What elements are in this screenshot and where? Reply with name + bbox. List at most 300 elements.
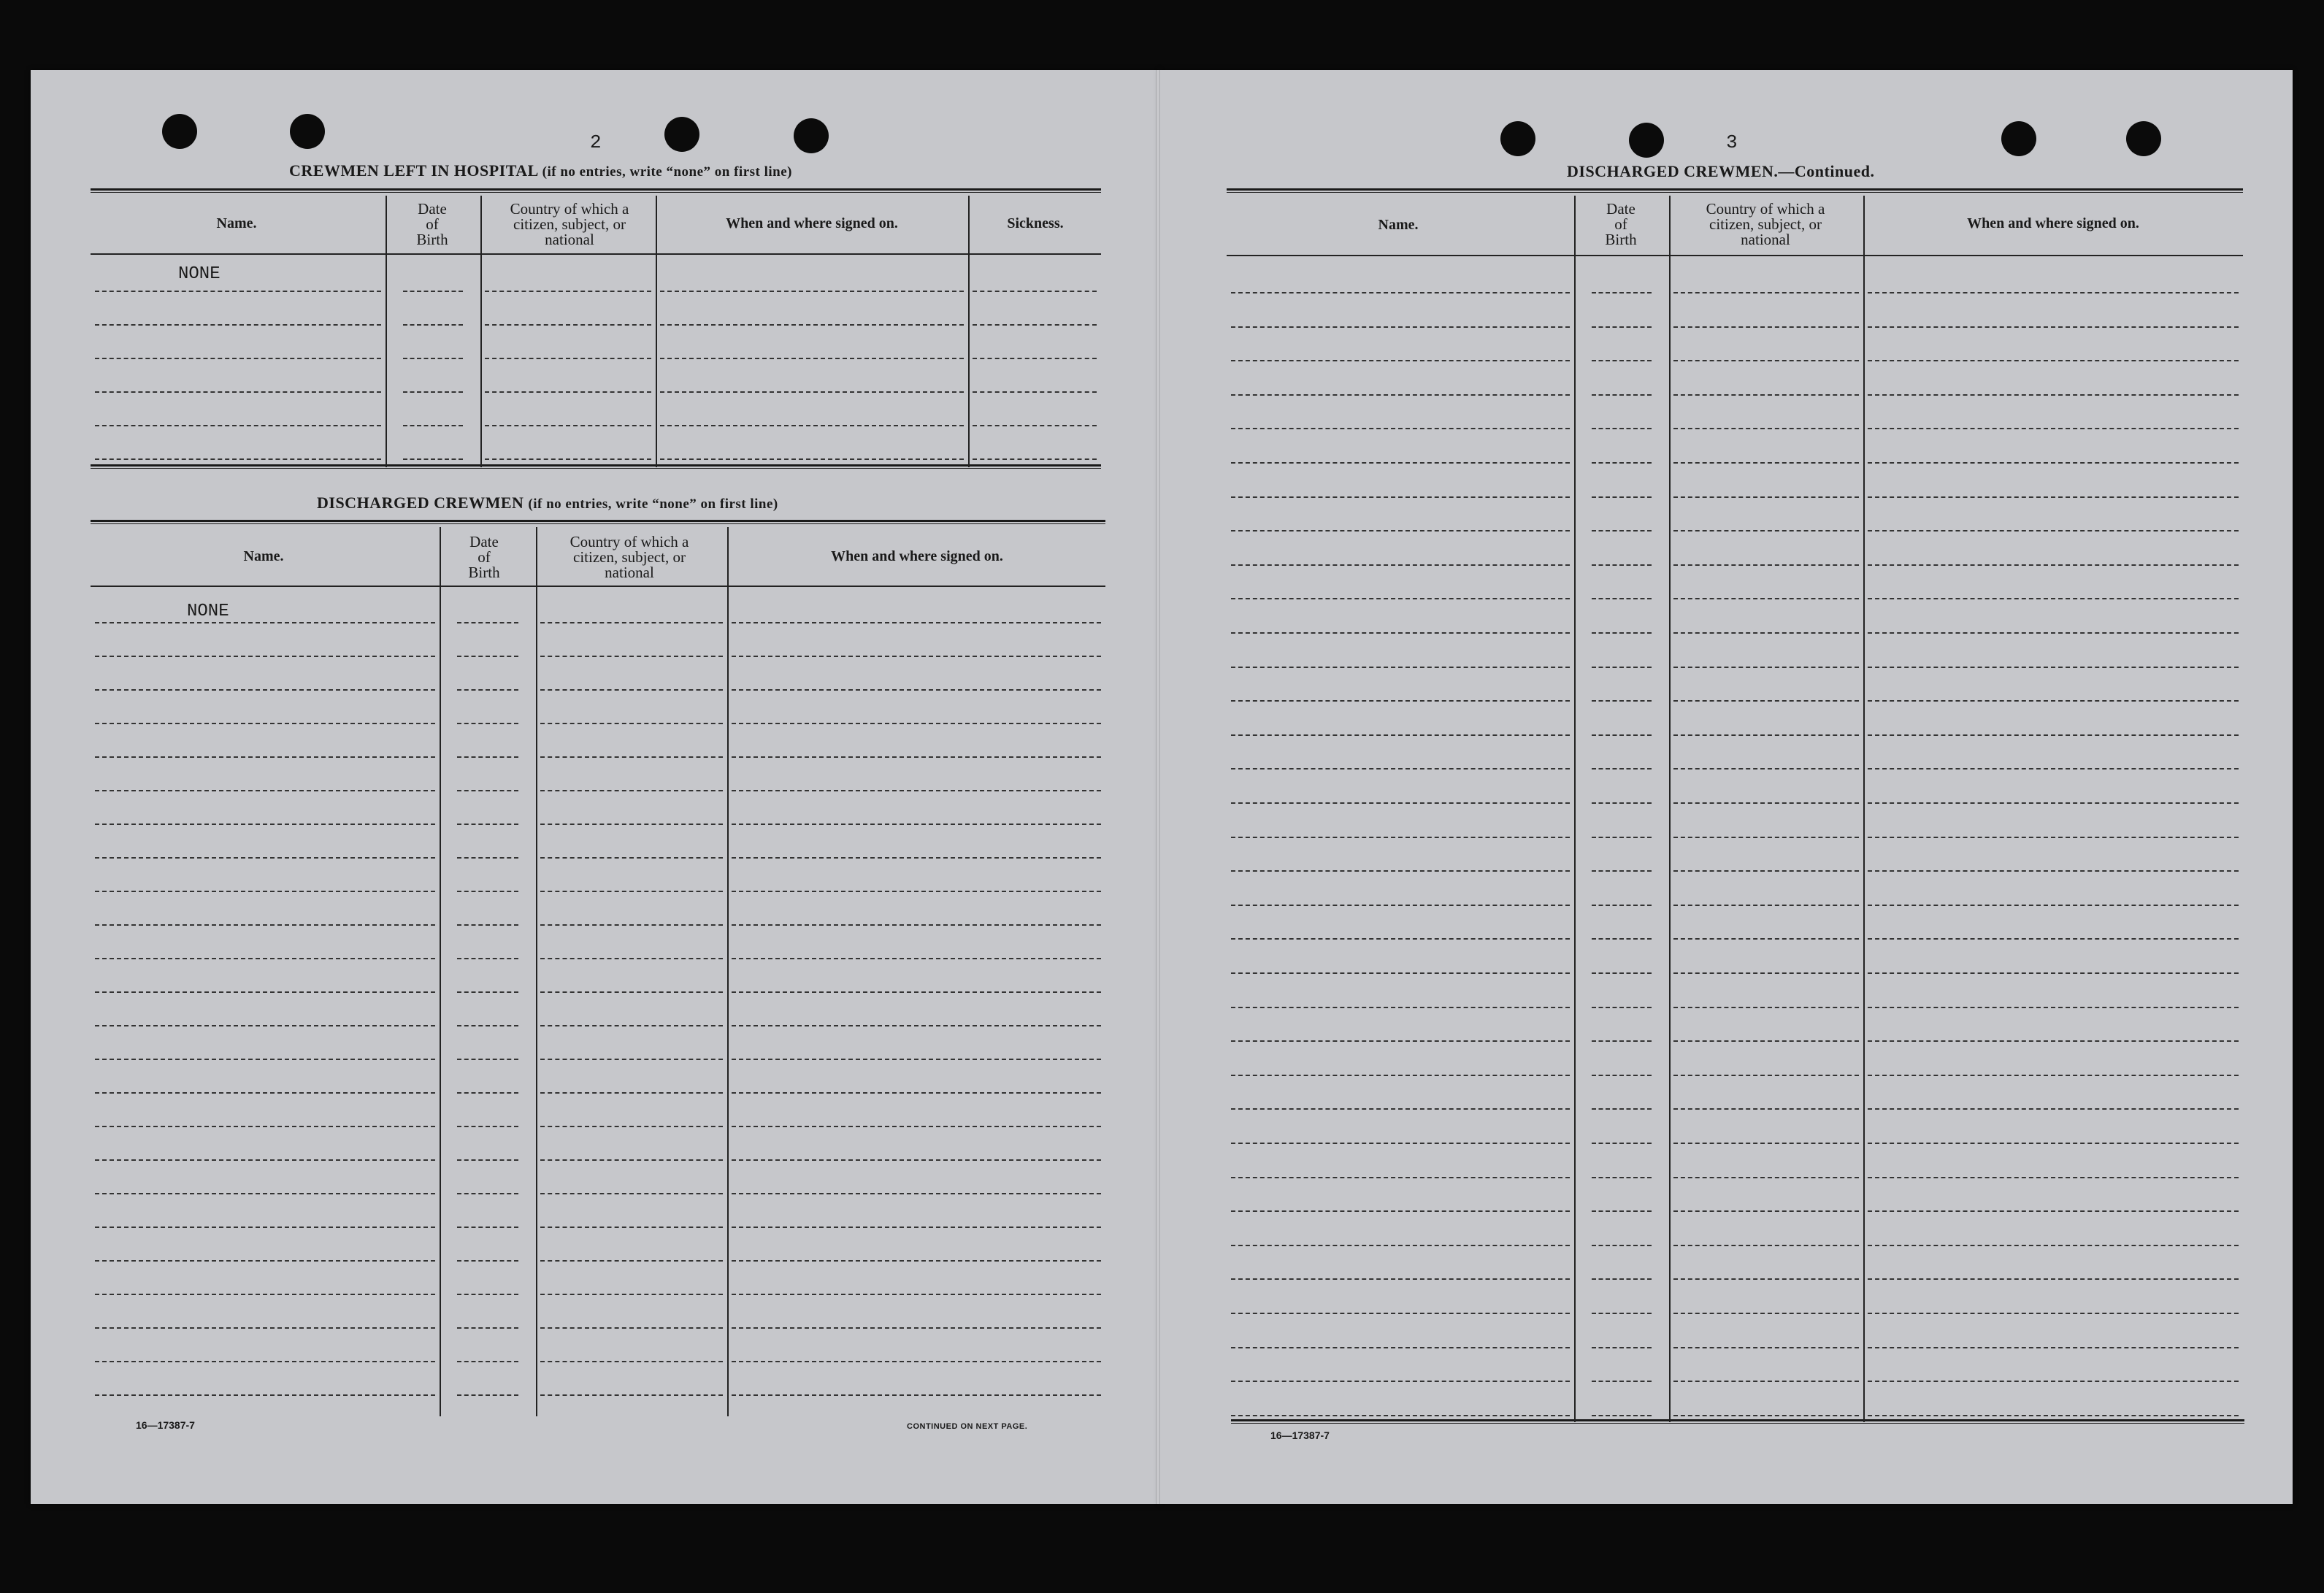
ruled-line — [1231, 1007, 1570, 1008]
right-col-country — [1672, 201, 1859, 247]
ruled-line — [1592, 496, 1652, 498]
ruled-line — [1868, 734, 2239, 736]
ruled-line — [540, 1025, 723, 1026]
ruled-line — [1868, 428, 2239, 429]
header-line: Country of which a — [510, 200, 629, 218]
ruled-line — [1231, 905, 1570, 906]
ruled-line — [1673, 1108, 1859, 1110]
header-line: national — [1741, 231, 1790, 248]
ruled-line — [1231, 972, 1570, 974]
ruled-line — [457, 958, 518, 959]
discharged-title: DISCHARGED CREWMEN — [317, 494, 524, 512]
ruled-line — [1673, 496, 1859, 498]
ruled-line — [95, 1193, 435, 1194]
hospital-note: (if no entries, write “none” on first line) — [542, 164, 792, 180]
ruled-line — [1673, 802, 1859, 804]
ruled-line — [95, 1092, 435, 1094]
ruled-line — [1592, 1347, 1652, 1348]
ruled-line — [732, 857, 1101, 859]
ruled-line — [1231, 394, 1570, 396]
ruled-line — [1592, 462, 1652, 464]
header-line: Birth — [416, 231, 448, 248]
ruled-line — [1592, 1245, 1652, 1246]
page-right — [1159, 70, 2293, 1504]
ruled-line — [95, 1126, 435, 1127]
ruled-line — [1868, 1210, 2239, 1212]
right-header-rule — [1227, 255, 2243, 256]
ruled-line — [540, 790, 723, 791]
ruled-line — [1868, 360, 2239, 361]
ruled-line — [457, 1059, 518, 1060]
ruled-line — [540, 622, 723, 623]
ruled-line — [457, 790, 518, 791]
ruled-line — [485, 391, 651, 393]
ruled-line — [1231, 1177, 1570, 1178]
hospital-col-sickness: Sickness. — [1007, 215, 1064, 231]
ruled-line — [540, 689, 723, 691]
ruled-line — [660, 358, 964, 359]
discharged-section-title — [317, 494, 778, 513]
ruled-line — [457, 1294, 518, 1295]
ruled-line — [1868, 938, 2239, 940]
ruled-line — [1231, 598, 1570, 599]
ruled-line — [1868, 598, 2239, 599]
ruled-line — [457, 1361, 518, 1362]
page-number: 3 — [1726, 131, 1738, 153]
ruled-line — [457, 756, 518, 758]
ruled-line — [1868, 394, 2239, 396]
ruled-line — [1231, 1381, 1570, 1382]
ruled-line — [732, 991, 1101, 993]
ruled-line — [1592, 1108, 1652, 1110]
ruled-line — [457, 1260, 518, 1262]
ruled-line — [1592, 394, 1652, 396]
column-divider — [968, 196, 970, 467]
ruled-line — [95, 689, 435, 691]
ruled-line — [660, 291, 964, 292]
ruled-line — [457, 1092, 518, 1094]
ruled-line — [1868, 667, 2239, 668]
discharged-top-rule — [91, 520, 1105, 524]
ruled-line — [1673, 632, 1859, 634]
ruled-line — [1231, 1075, 1570, 1076]
ruled-line — [95, 991, 435, 993]
header-line: citizen, subject, or — [573, 548, 686, 566]
ruled-line — [1231, 1415, 1570, 1416]
ruled-line — [1592, 1177, 1652, 1178]
ruled-line — [1231, 530, 1570, 531]
ruled-line — [1673, 972, 1859, 974]
ruled-line — [403, 391, 463, 393]
header-line: Country of which a — [570, 533, 689, 550]
ruled-line — [457, 622, 518, 623]
ruled-line — [1592, 598, 1652, 599]
ruled-line — [95, 324, 381, 326]
ruled-line — [1673, 598, 1859, 599]
hospital-col-country — [485, 201, 654, 247]
ruled-line — [485, 291, 651, 292]
ruled-line — [1868, 1347, 2239, 1348]
ruled-line — [1592, 870, 1652, 872]
ruled-line — [1231, 837, 1570, 838]
ruled-line — [732, 656, 1101, 657]
ruled-line — [1868, 326, 2239, 328]
ruled-line — [732, 689, 1101, 691]
punch-hole — [290, 114, 325, 149]
hospital-top-rule — [91, 188, 1101, 193]
ruled-line — [95, 458, 381, 460]
ruled-line — [1231, 326, 1570, 328]
ruled-line — [1868, 1143, 2239, 1144]
column-divider — [1669, 196, 1671, 1422]
ruled-line — [403, 425, 463, 426]
ruled-line — [95, 1059, 435, 1060]
ruled-line — [1673, 1210, 1859, 1212]
ruled-line — [732, 1361, 1101, 1362]
ruled-line — [660, 458, 964, 460]
ruled-line — [732, 958, 1101, 959]
right-col-signed-on: When and where signed on. — [1967, 215, 2139, 231]
ruled-line — [95, 656, 435, 657]
ruled-line — [1868, 564, 2239, 566]
ruled-line — [1592, 428, 1652, 429]
ruled-line — [1231, 734, 1570, 736]
ruled-line — [732, 1294, 1101, 1295]
ruled-line — [1868, 1075, 2239, 1076]
header-line: national — [605, 564, 654, 581]
ruled-line — [95, 622, 435, 623]
ruled-line — [457, 891, 518, 892]
header-line: Birth — [468, 564, 500, 581]
ruled-line — [95, 291, 381, 292]
page-left — [31, 70, 1159, 1504]
header-line: of — [426, 215, 439, 233]
ruled-line — [403, 291, 463, 292]
ruled-line — [1673, 1040, 1859, 1042]
ruled-line — [1592, 667, 1652, 668]
ruled-line — [95, 824, 435, 825]
form-number: 16—17387-7 — [1270, 1429, 1330, 1441]
ruled-line — [732, 1059, 1101, 1060]
right-col-name: Name. — [1378, 217, 1419, 233]
ruled-line — [1592, 530, 1652, 531]
punch-hole — [1629, 123, 1664, 158]
ruled-line — [973, 358, 1097, 359]
ruled-line — [1231, 1108, 1570, 1110]
ruled-line — [95, 1294, 435, 1295]
ruled-line — [1673, 394, 1859, 396]
ruled-line — [540, 857, 723, 859]
ruled-line — [732, 1227, 1101, 1228]
ruled-line — [457, 689, 518, 691]
ruled-line — [1231, 1245, 1570, 1246]
ruled-line — [457, 1126, 518, 1127]
ruled-line — [1868, 632, 2239, 634]
ruled-line — [95, 1394, 435, 1396]
ruled-line — [95, 425, 381, 426]
hospital-col-signed-on: When and where signed on. — [726, 215, 898, 231]
discharged-col-country — [542, 534, 717, 580]
ruled-line — [1868, 1415, 2239, 1416]
ruled-line — [1592, 1007, 1652, 1008]
ruled-line — [1868, 1177, 2239, 1178]
ruled-line — [1231, 700, 1570, 702]
ruled-line — [1868, 1381, 2239, 1382]
ruled-line — [485, 324, 651, 326]
ruled-line — [1592, 360, 1652, 361]
ruled-line — [1673, 1177, 1859, 1178]
ruled-line — [1673, 938, 1859, 940]
ruled-line — [1673, 1415, 1859, 1416]
form-number: 16—17387-7 — [136, 1419, 195, 1431]
punch-hole — [162, 114, 197, 149]
ruled-line — [1592, 1278, 1652, 1280]
column-divider — [480, 196, 482, 467]
ruled-line — [732, 723, 1101, 724]
ruled-line — [1868, 905, 2239, 906]
ruled-line — [1673, 1075, 1859, 1076]
ruled-line — [540, 1394, 723, 1396]
ruled-line — [485, 358, 651, 359]
ruled-line — [1592, 632, 1652, 634]
discharged-note: (if no entries, write “none” on first line) — [528, 496, 778, 512]
ruled-line — [732, 1260, 1101, 1262]
page-fold — [1156, 70, 1160, 1504]
ruled-line — [1231, 667, 1570, 668]
ruled-line — [95, 1361, 435, 1362]
ruled-line — [1673, 1347, 1859, 1348]
ruled-line — [1592, 326, 1652, 328]
ruled-line — [1673, 292, 1859, 293]
ruled-line — [457, 1159, 518, 1161]
ruled-line — [1231, 292, 1570, 293]
ruled-line — [732, 1025, 1101, 1026]
ruled-line — [1231, 1278, 1570, 1280]
header-line: Birth — [1605, 231, 1637, 248]
punch-hole — [1500, 121, 1535, 156]
page-number: 2 — [590, 131, 602, 153]
header-line: Date — [469, 533, 499, 550]
ruled-line — [1673, 1007, 1859, 1008]
ruled-line — [1673, 1381, 1859, 1382]
ruled-line — [457, 857, 518, 859]
ruled-line — [485, 458, 651, 460]
ruled-line — [732, 891, 1101, 892]
ruled-line — [1231, 1040, 1570, 1042]
ruled-line — [95, 358, 381, 359]
ruled-line — [732, 1193, 1101, 1194]
ruled-line — [973, 425, 1097, 426]
ruled-line — [1673, 870, 1859, 872]
ruled-line — [732, 924, 1101, 926]
ruled-line — [485, 425, 651, 426]
ruled-line — [540, 891, 723, 892]
discharged-first-entry: NONE — [187, 602, 229, 621]
ruled-line — [403, 358, 463, 359]
discharged-col-signed-on: When and where signed on. — [831, 548, 1003, 564]
ruled-line — [540, 1260, 723, 1262]
ruled-line — [540, 1059, 723, 1060]
ruled-line — [540, 1361, 723, 1362]
ruled-line — [540, 991, 723, 993]
discharged-col-name: Name. — [243, 548, 284, 564]
punch-hole — [794, 118, 829, 153]
ruled-line — [1673, 768, 1859, 769]
ruled-line — [540, 723, 723, 724]
ruled-line — [732, 756, 1101, 758]
ruled-line — [1231, 802, 1570, 804]
ruled-line — [1231, 768, 1570, 769]
ruled-line — [1592, 768, 1652, 769]
ruled-line — [1868, 462, 2239, 464]
ruled-line — [1231, 938, 1570, 940]
ruled-line — [732, 1327, 1101, 1329]
ruled-line — [457, 723, 518, 724]
column-divider — [656, 196, 657, 467]
ruled-line — [95, 891, 435, 892]
ruled-line — [1592, 1313, 1652, 1314]
ruled-line — [732, 1394, 1101, 1396]
header-line: citizen, subject, or — [1709, 215, 1822, 233]
ruled-line — [1592, 1210, 1652, 1212]
ruled-line — [1231, 632, 1570, 634]
ruled-line — [403, 458, 463, 460]
ruled-line — [1868, 768, 2239, 769]
ruled-line — [457, 1227, 518, 1228]
ruled-line — [732, 824, 1101, 825]
ruled-line — [1868, 1278, 2239, 1280]
ruled-line — [1231, 870, 1570, 872]
column-divider — [1863, 196, 1865, 1422]
right-col-dob — [1579, 201, 1663, 247]
ruled-line — [457, 1327, 518, 1329]
ruled-line — [1592, 734, 1652, 736]
ruled-line — [973, 324, 1097, 326]
ruled-line — [1673, 1278, 1859, 1280]
right-bottom-rule — [1231, 1419, 2244, 1424]
ruled-line — [95, 391, 381, 393]
ruled-line — [95, 790, 435, 791]
ruled-line — [1868, 870, 2239, 872]
ruled-line — [1231, 462, 1570, 464]
ruled-line — [660, 391, 964, 393]
ruled-line — [660, 425, 964, 426]
hospital-header-rule — [91, 253, 1101, 255]
discharged-col-dob — [444, 534, 524, 580]
ruled-line — [540, 1327, 723, 1329]
header-line: citizen, subject, or — [513, 215, 626, 233]
column-divider — [727, 527, 729, 1416]
ruled-line — [1231, 1313, 1570, 1314]
column-divider — [440, 527, 441, 1416]
ruled-line — [457, 1394, 518, 1396]
ruled-line — [95, 1327, 435, 1329]
ruled-line — [1231, 1143, 1570, 1144]
ruled-line — [403, 324, 463, 326]
ruled-line — [1673, 837, 1859, 838]
ruled-line — [540, 656, 723, 657]
ruled-line — [1868, 1108, 2239, 1110]
ruled-line — [732, 622, 1101, 623]
ruled-line — [95, 1159, 435, 1161]
ruled-line — [1868, 496, 2239, 498]
ruled-line — [1231, 564, 1570, 566]
ruled-line — [1673, 1313, 1859, 1314]
ruled-line — [95, 1025, 435, 1026]
ruled-line — [1231, 496, 1570, 498]
hospital-bottom-rule — [91, 464, 1101, 469]
ruled-line — [732, 1159, 1101, 1161]
ruled-line — [1868, 837, 2239, 838]
ruled-line — [540, 958, 723, 959]
ruled-line — [1592, 700, 1652, 702]
ruled-line — [1592, 292, 1652, 293]
ruled-line — [1673, 700, 1859, 702]
ruled-line — [1868, 1245, 2239, 1246]
ruled-line — [1673, 667, 1859, 668]
ruled-line — [1592, 1143, 1652, 1144]
continued-note: CONTINUED ON NEXT PAGE. — [907, 1422, 1028, 1431]
punch-hole — [664, 117, 699, 152]
ruled-line — [540, 756, 723, 758]
ruled-line — [1592, 1381, 1652, 1382]
ruled-line — [1673, 1143, 1859, 1144]
ruled-line — [457, 1193, 518, 1194]
ruled-line — [973, 391, 1097, 393]
ruled-line — [1592, 1415, 1652, 1416]
ruled-line — [1868, 1007, 2239, 1008]
discharged-continued-title: DISCHARGED CREWMEN.—Continued. — [1567, 162, 1875, 180]
ruled-line — [1673, 326, 1859, 328]
ruled-line — [457, 824, 518, 825]
ruled-line — [540, 824, 723, 825]
ruled-line — [457, 1025, 518, 1026]
header-line: national — [545, 231, 594, 248]
hospital-col-dob — [394, 201, 470, 247]
discharged-header-rule — [91, 586, 1105, 587]
ruled-line — [1592, 802, 1652, 804]
header-line: of — [478, 548, 491, 566]
ruled-line — [1673, 905, 1859, 906]
ruled-line — [732, 1126, 1101, 1127]
header-line: Country of which a — [1706, 200, 1825, 218]
ruled-line — [1673, 462, 1859, 464]
ruled-line — [457, 656, 518, 657]
hospital-title: CREWMEN LEFT IN HOSPITAL — [289, 161, 538, 180]
ruled-line — [1592, 564, 1652, 566]
ruled-line — [1673, 734, 1859, 736]
punch-hole — [2001, 121, 2036, 156]
ruled-line — [1673, 360, 1859, 361]
ruled-line — [1868, 1313, 2239, 1314]
ruled-line — [1673, 1245, 1859, 1246]
ruled-line — [1868, 1040, 2239, 1042]
ruled-line — [1868, 530, 2239, 531]
hospital-col-name: Name. — [216, 215, 257, 231]
ruled-line — [540, 1126, 723, 1127]
ruled-line — [1868, 700, 2239, 702]
column-divider — [1574, 196, 1576, 1422]
ruled-line — [457, 991, 518, 993]
ruled-line — [540, 1159, 723, 1161]
ruled-line — [1592, 972, 1652, 974]
punch-hole — [2126, 121, 2161, 156]
ruled-line — [1592, 1040, 1652, 1042]
ruled-line — [540, 1294, 723, 1295]
ruled-line — [457, 924, 518, 926]
ruled-line — [95, 958, 435, 959]
header-line: of — [1614, 215, 1627, 233]
